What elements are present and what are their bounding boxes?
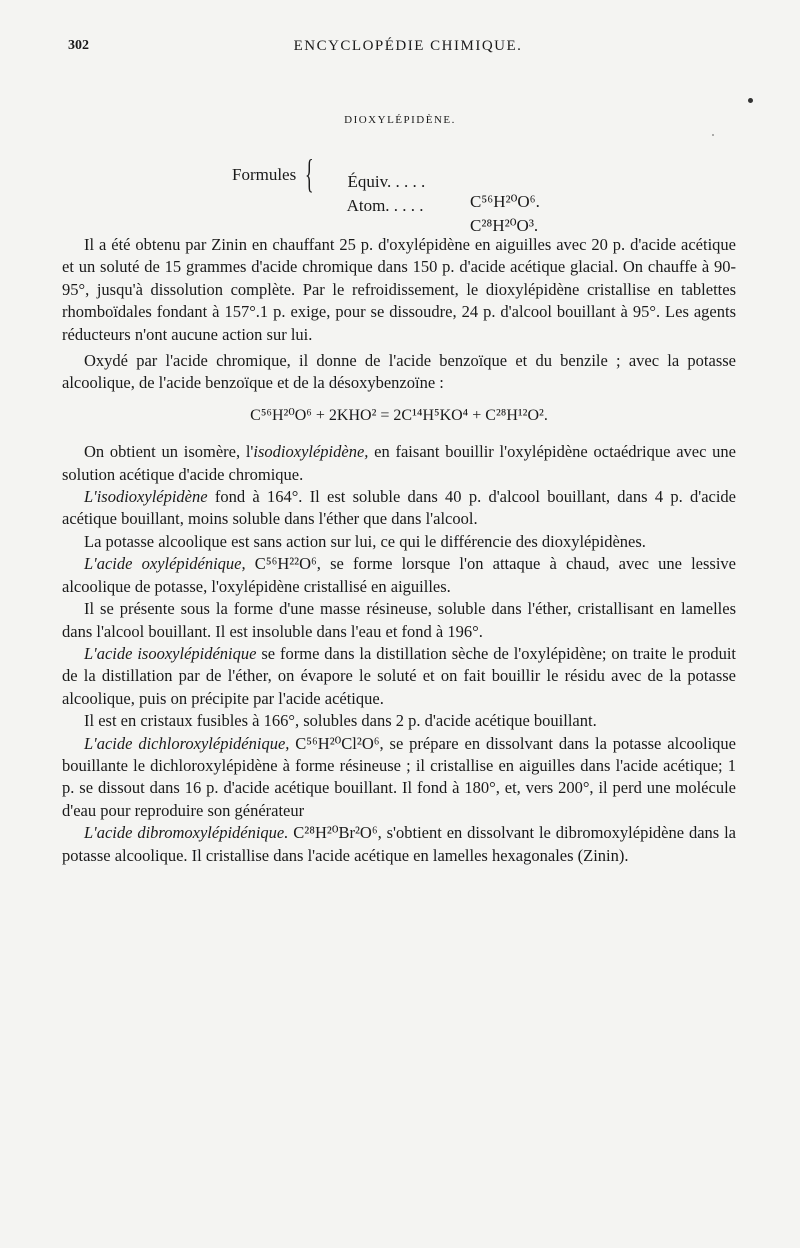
paragraph-text: C⁵⁶H²⁰Cl²O⁶, se prépare en dissolvant dans la potasse alcoolique bouillante le dichloroxylépidène à forme résineuse ; il cristallise en aiguilles dans l'acide acétique; 1 p. se dissout dans 16 p. d'acide acétique bouillant. Il fond à 180°, et, vers 200°, il perd une molécule d'eau pour reproduire son générateur [62,733,736,820]
paragraph-text: On obtient un isomère, l' [84,442,254,462]
ink-speck [712,134,714,136]
paragraph: Il se présente sous la forme d'une masse résineuse, soluble dans l'éther, cristallisant en lamelles dans l'alcool bouillant. Il est insoluble dans l'eau et fond à 196°. [62,599,736,641]
italic-term: L'acide oxylépidénique, [84,554,246,574]
paragraph-text: fond à 164°. Il est soluble dans 40 p. d'alcool bouillant, dans 4 p. d'acide acétique bouillant, moins soluble dans l'éther que dans l'alcool. [62,487,736,529]
paragraph: La potasse alcoolique est sans action sur lui, ce qui le différencie des dioxylépidènes. [84,531,646,551]
ink-speck [748,98,753,103]
atom-label: Atom. . . . . [346,196,424,215]
paragraph: Il est en cristaux fusibles à 166°, solubles dans 2 p. d'acide acétique bouillant. [84,711,597,731]
paragraph-text: en faisant bouillir l'oxylépidène octaédrique avec une solution acétique d'acide chromique. [62,442,736,484]
italic-term: L'acide dibromoxylépidénique. [84,823,289,843]
paragraph-text: se forme dans la distillation sèche de l'oxylépidène; on traite le produit de la distillation par de l'éther, on évapore le soluté et on fait bouillir le résidu avec de la potasse alcoolique, puis on précipite par l'acide acétique. [62,643,737,708]
paragraph [62,553,736,598]
running-title: ENCYCLOPÉDIE CHIMIQUE. [293,38,523,54]
italic-term: L'isodioxylépidène [84,487,208,507]
equiv-formula: C⁵⁶H²⁰O⁶. [470,192,540,211]
formula-block [232,151,592,235]
paragraph-text: C²⁸H²⁰Br²O⁶, s'obtient en dissolvant le dibromoxylépidène dans la potasse alcoolique. Il cristallise dans l'acide acétique en lamelles hexagonales (Zinin). [62,823,736,865]
atom-formula: C²⁸H²⁰O³. [470,216,539,235]
paragraph [62,441,736,486]
formulas-label: Formules [232,165,297,184]
page-number: 302 [68,38,89,53]
page-header [68,38,748,60]
italic-term: L'acide isooxylépidénique [84,643,257,663]
paragraph: Il a été obtenu par Zinin en chauffant 25 p. d'oxylépidène en aiguilles avec 20 p. d'acide acétique et un soluté de 15 grammes d'acide chromique dans 150 p. d'acide acétique glacial. On chauffe à 90-95°, jusqu'à dissolution complète. Par le refroidissement, le dioxylépidène cristallise en tablettes rhomboïdales fondant à 157°.1 p. exige, pour se dissoudre, 24 p. d'alcool bouillant à 95°. Les agents réducteurs n'ont aucune action sur lui. [62,235,736,344]
body-text [62,234,736,867]
section-title: DIOXYLÉPIDÈNE. [344,114,456,126]
paragraph-text: C⁵⁶H²²O⁶, se forme lorsque l'on attaque à chaud, avec une lessive alcoolique de potasse, l'oxylépidène cristallisé en aiguilles. [62,554,736,596]
paragraph [62,822,736,867]
chemical-equation: C⁵⁶H²⁰O⁶ + 2KHO² = 2C¹⁴H⁵KO⁴ + C²⁸H¹²O². [250,406,548,424]
italic-term: L'acide dichloroxylépidénique, [84,733,290,753]
italic-term: isodioxylépidène, [253,442,369,462]
brace-symbol: { [305,151,314,196]
paragraph [62,486,736,531]
equiv-label: Équiv. . . . . [347,172,426,191]
paragraph [62,643,736,710]
paragraph: Oxydé par l'acide chromique, il donne de l'acide benzoïque et du benzile ; avec la potasse alcoolique, de l'acide benzoïque et de la désoxybenzoïne : [62,351,736,393]
paragraph [62,733,736,823]
